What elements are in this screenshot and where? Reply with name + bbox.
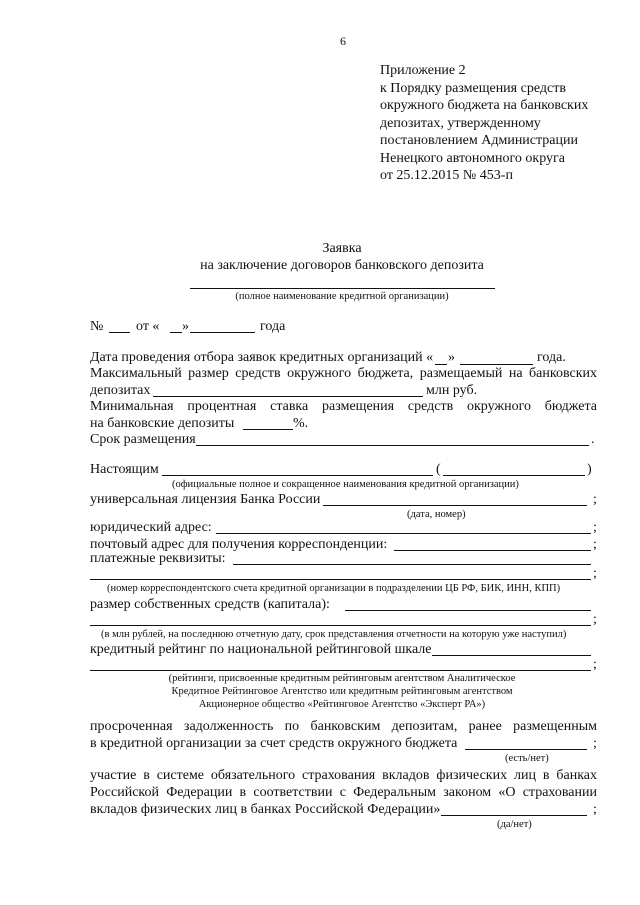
semicolon: ; bbox=[593, 566, 597, 581]
appendix-line: Ненецкого автономного округа bbox=[380, 150, 565, 166]
date-from-label: от « bbox=[136, 319, 160, 334]
number-blank bbox=[109, 332, 130, 333]
number-sign: № bbox=[90, 319, 104, 334]
overdue-text: просроченная задолженность по банковским депозитам, ранее размещенным bbox=[90, 719, 597, 734]
appendix-line: к Порядку размещения средств bbox=[380, 80, 566, 96]
license-caption: (дата, номер) bbox=[407, 509, 466, 520]
license-blank bbox=[323, 505, 587, 506]
org-name-caption: (полное наименование кредитной организации) bbox=[235, 291, 449, 302]
month-blank bbox=[190, 332, 255, 333]
selection-year-label: года. bbox=[537, 350, 566, 365]
appendix-line: от 25.12.2015 № 453-п bbox=[380, 168, 513, 183]
max-amount-blank bbox=[153, 396, 423, 397]
rate-blank bbox=[243, 429, 293, 430]
rating-label: кредитный рейтинг по национальной рейтинговой шкале bbox=[90, 642, 432, 657]
document-title: Заявка bbox=[322, 241, 362, 256]
appendix-line: постановлением Администрации bbox=[380, 133, 578, 148]
overdue-blank bbox=[465, 749, 587, 750]
payment-blank-1 bbox=[233, 564, 591, 565]
term-end: . bbox=[591, 432, 595, 447]
capital-blank-1 bbox=[345, 610, 591, 611]
insurance-text-2: Российской Федерации в соответствии с Федеральным законом «О страховании bbox=[90, 785, 597, 800]
semicolon: ; bbox=[593, 612, 597, 627]
selection-day-blank bbox=[435, 364, 447, 365]
term-label: Срок размещения bbox=[90, 432, 196, 447]
rating-caption-line: (рейтинги, присвоенные кредитным рейтинговым агентством Аналитическое bbox=[168, 673, 516, 684]
year-label: года bbox=[260, 319, 286, 334]
term-blank bbox=[196, 445, 589, 446]
appendix-line: окружного бюджета на банковских bbox=[380, 98, 589, 113]
paren-close: ) bbox=[587, 462, 592, 477]
selection-date-label: Дата проведения отбора заявок кредитных организаций « bbox=[90, 350, 434, 365]
rating-caption-line: Акционерное общество «Рейтинговое Агентство «Эксперт РА») bbox=[198, 699, 486, 710]
payment-label: платежные реквизиты: bbox=[90, 551, 226, 566]
capital-caption: (в млн рублей, на последнюю отчетную дату, срок представления отчетности на которую уже наступил) bbox=[101, 629, 567, 640]
day-blank bbox=[170, 332, 182, 333]
legal-address-label: юридический адрес: bbox=[90, 520, 212, 535]
hereby-label: Настоящим bbox=[90, 462, 159, 477]
semicolon: ; bbox=[593, 736, 597, 751]
semicolon: ; bbox=[593, 657, 597, 672]
document-subtitle: на заключение договоров банковского депозита bbox=[200, 258, 484, 273]
insurance-caption: (да/нет) bbox=[497, 819, 532, 830]
org-name-line bbox=[190, 288, 495, 289]
date-close-quote: » bbox=[182, 319, 189, 334]
overdue-text-2: в кредитной организации за счет средств окружного бюджета bbox=[90, 736, 458, 751]
insurance-text: участие в системе обязательного страхования вкладов физических лиц в банках bbox=[90, 768, 597, 783]
rating-blank-1 bbox=[432, 655, 591, 656]
overdue-caption: (есть/нет) bbox=[505, 753, 549, 764]
full-name-blank bbox=[162, 475, 433, 476]
mln-label: млн руб. bbox=[426, 383, 478, 398]
capital-blank-2 bbox=[90, 625, 591, 626]
insurance-text-3: вкладов физических лиц в банках Российской Федерации» bbox=[90, 802, 441, 817]
rating-blank-2 bbox=[90, 670, 591, 671]
semicolon: ; bbox=[593, 802, 597, 817]
on-deposits-label: на банковские депозиты bbox=[90, 416, 235, 431]
percent-label: %. bbox=[293, 416, 309, 431]
legal-address-blank bbox=[216, 533, 591, 534]
payment-blank-2 bbox=[90, 579, 591, 580]
postal-address-label: почтовый адрес для получения корреспонденции: bbox=[90, 537, 388, 552]
paren-open: ( bbox=[436, 462, 441, 477]
min-rate-text: Минимальная процентная ставка размещения средств окружного бюджета bbox=[90, 399, 597, 414]
semicolon: ; bbox=[593, 492, 597, 507]
page-number: 6 bbox=[340, 34, 346, 48]
appendix-line: депозитах, утвержденному bbox=[380, 115, 541, 131]
names-caption: (официальные полное и сокращенное наименования кредитной организации) bbox=[172, 479, 519, 490]
license-label: универсальная лицензия Банка России bbox=[90, 492, 321, 507]
max-amount-text: Максимальный размер средств окружного бюджета, размещаемый на банковских bbox=[90, 366, 597, 381]
capital-label: размер собственных средств (капитала): bbox=[90, 597, 330, 612]
insurance-blank bbox=[441, 815, 587, 816]
rating-caption-line: Кредитное Рейтинговое Агентство или кредитным рейтинговым агентством bbox=[171, 686, 513, 697]
semicolon: ; bbox=[593, 537, 597, 552]
payment-caption: (номер корреспондентского счета кредитной организации в подразделении ЦБ РФ, БИК, ИНН, КПП) bbox=[107, 583, 561, 594]
short-name-blank bbox=[443, 475, 585, 476]
selection-date-quote: » bbox=[448, 350, 455, 365]
deposits-label: депозитах bbox=[90, 383, 151, 398]
semicolon: ; bbox=[593, 520, 597, 535]
selection-month-blank bbox=[460, 364, 533, 365]
appendix-line: Приложение 2 bbox=[380, 63, 466, 78]
postal-address-blank bbox=[394, 550, 591, 551]
